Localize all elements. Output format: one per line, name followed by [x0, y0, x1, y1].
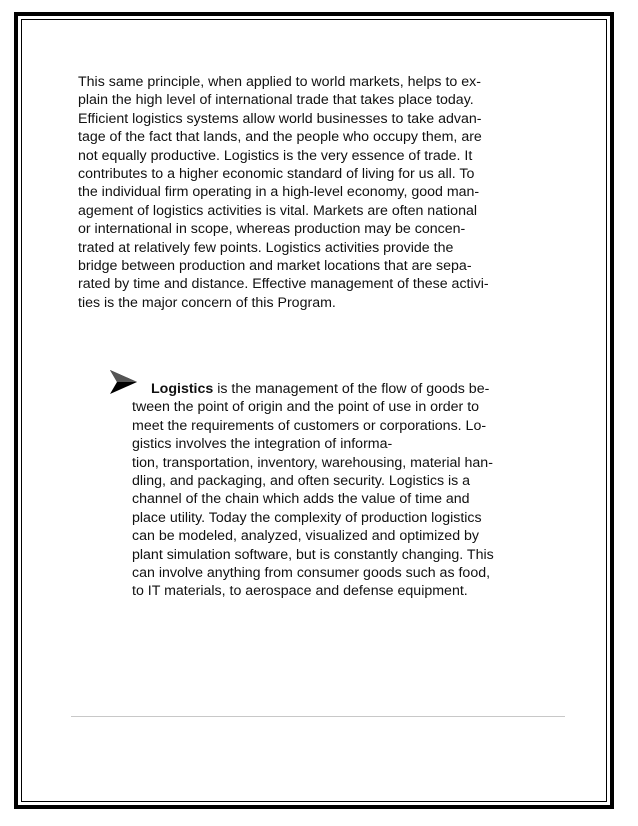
intro-paragraph	[78, 73, 568, 312]
paragraph-line: This same principle, when applied to world markets, helps to ex-	[78, 74, 481, 90]
bullet-line: gistics involves the integration of informa-	[132, 436, 393, 453]
bullet-term: Logistics	[151, 381, 214, 397]
bullet-line: dling, and packaging, and often security. Logistics is a	[132, 473, 471, 490]
bullet-first-line	[132, 380, 572, 398]
bullet-line: can involve anything from consumer goods such as food,	[132, 565, 491, 582]
paragraph-line: not equally productive. Logistics is the very essence of trade. It	[78, 147, 473, 164]
bullet-first-line-text: is the management of the flow of goods be-	[213, 381, 490, 397]
bullet-line: can be modeled, analyzed, visualized and optimized by	[132, 528, 480, 545]
paragraph-line: the individual firm operating in a high-level economy, good man-	[78, 184, 480, 201]
paragraph-line: bridge between production and market locations that are sepa-	[78, 258, 472, 275]
paragraph-line: or international in scope, whereas production may be concen-	[78, 221, 466, 238]
paragraph-line: tage of the fact that lands, and the people who occupy them, are	[78, 129, 482, 146]
footer-divider	[71, 716, 565, 717]
bullet-line: tween the point of origin and the point of use in order to	[132, 399, 480, 416]
bullet-line: channel of the chain which adds the value of time and	[132, 491, 470, 508]
bullet-line: place utility. Today the complexity of production logistics	[132, 509, 482, 526]
bullet-paragraph	[132, 380, 572, 601]
paragraph-line: ties is the major concern of this Program.	[78, 294, 336, 311]
bullet-line: tion, transportation, inventory, warehousing, material han-	[132, 454, 493, 471]
bullet-line: meet the requirements of customers or corporations. Lo-	[132, 417, 487, 434]
paragraph-line: rated by time and distance. Effective management of these activi-	[78, 276, 489, 293]
paragraph-line: agement of logistics activities is vital. Markets are often national	[78, 202, 478, 219]
bullet-line: plant simulation software, but is constantly changing. This	[132, 546, 494, 563]
paragraph-line: Efficient logistics systems allow world businesses to take advan-	[78, 110, 482, 127]
bullet-line: to IT materials, to aerospace and defense equipment.	[132, 583, 468, 600]
paragraph-line: plain the high level of international trade that takes place today.	[78, 92, 474, 109]
paragraph-line: contributes to a higher economic standard of living for us all. To	[78, 166, 475, 183]
paragraph-line: trated at relatively few points. Logistics activities provide the	[78, 239, 454, 256]
